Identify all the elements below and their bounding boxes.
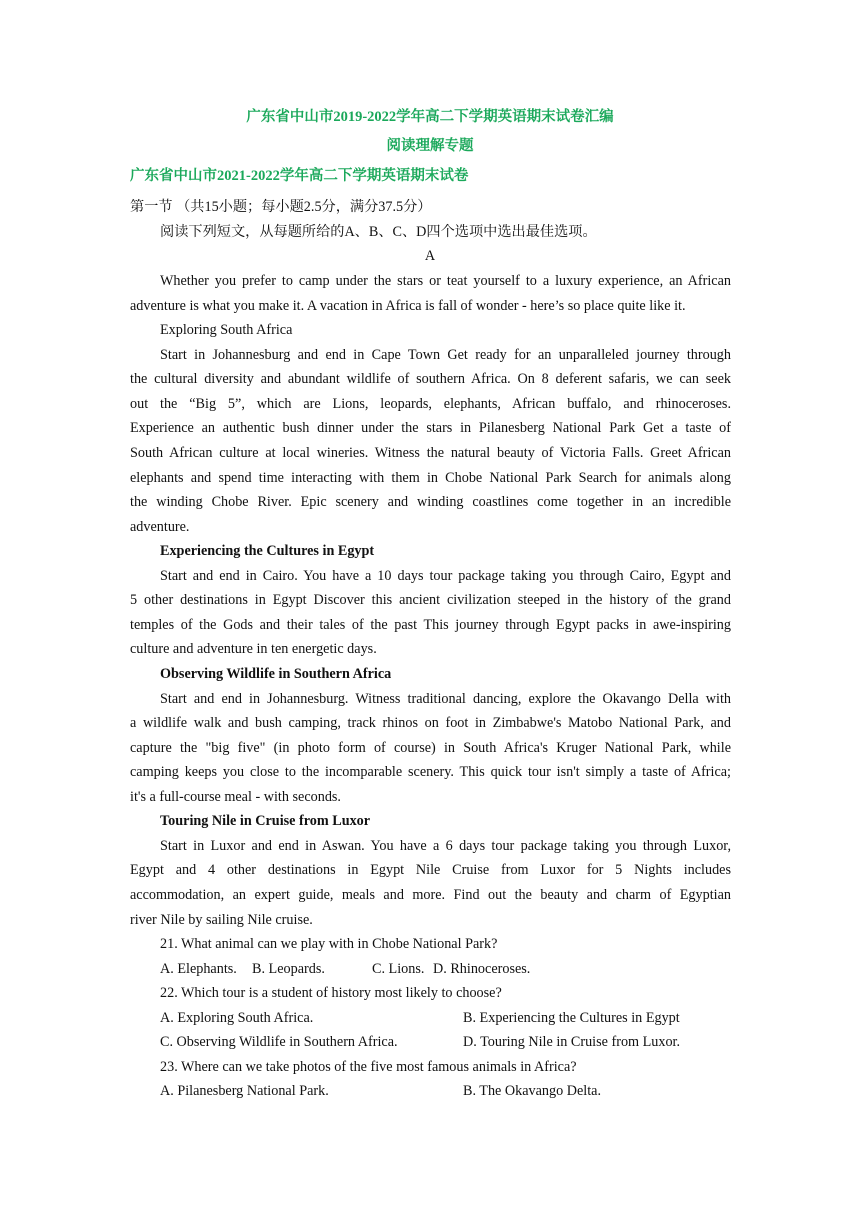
question-option: A. Exploring South Africa. xyxy=(160,1010,314,1026)
passage-line: elephants and spend time interacting with them in Chobe National Park Search for animals along xyxy=(130,470,731,486)
question-option: D. Rhinoceroses. xyxy=(433,961,531,977)
passage-line: adventure is what you make it. A vacation in Africa is fall of wonder - here’s so place quite like it. xyxy=(130,298,686,314)
question-option: B. Leopards. xyxy=(252,961,325,977)
question-stem: 23. Where can we take photos of the five most famous animals in Africa? xyxy=(160,1059,577,1075)
question-option: C. Lions. xyxy=(372,961,425,977)
compilation-title: 广东省中山市2019-2022学年高二下学期英语期末试卷汇编 xyxy=(246,109,614,125)
passage-line: Start and end in Johannesburg. Witness traditional dancing, explore the Okavango Della with xyxy=(160,691,731,707)
question-stem: 22. Which tour is a student of history most likely to choose? xyxy=(160,985,502,1001)
passage-line: capture the "big five" (in photo form of course) in South Africa's Kruger National Park, while xyxy=(130,740,731,756)
instruction: 阅读下列短文，从每题所给的A、B、C、D四个选项中选出最佳选项。 xyxy=(160,224,597,240)
section-title: Experiencing the Cultures in Egypt xyxy=(160,543,375,559)
section-title: Exploring South Africa xyxy=(160,322,293,338)
question-option: A. Elephants. xyxy=(160,961,237,977)
passage-line: the cultural diversity and abundant wildlife of southern Africa. On 8 deferent safaris, we can seek xyxy=(130,371,731,387)
passage-line: Start in Luxor and end in Aswan. You have a 6 days tour package taking you through Luxor, xyxy=(160,838,731,854)
passage-line: 5 other destinations in Egypt Discover this ancient civilization steeped in the history of the grand xyxy=(130,592,731,608)
passage-line: it's a full-course meal - with seconds. xyxy=(130,789,341,805)
topic-subtitle: 阅读理解专题 xyxy=(386,138,474,154)
passage-line: Experience an authentic bush dinner under the stars in Pilanesberg National Park Get a taste of xyxy=(130,420,731,436)
question-option: A. Pilanesberg National Park. xyxy=(160,1083,329,1099)
question-option: B. Experiencing the Cultures in Egypt xyxy=(463,1010,680,1026)
passage-line: Start in Johannesburg and end in Cape Town Get ready for an unparalleled journey through xyxy=(160,347,731,363)
passage-line: adventure. xyxy=(130,519,190,535)
passage-line: the winding Chobe River. Epic scenery and winding coastlines come together in an incredible xyxy=(130,494,731,510)
passage-line: Start and end in Cairo. You have a 10 days tour package taking you through Cairo, Egypt and xyxy=(160,568,731,584)
passage-line: Whether you prefer to camp under the stars or teat yourself to a luxury experience, an African xyxy=(160,273,731,289)
question-option: C. Observing Wildlife in Southern Africa. xyxy=(160,1034,398,1050)
passage-line: out the “Big 5”, which are Lions, leopards, elephants, African buffalo, and rhinoceroses. xyxy=(130,396,731,412)
passage-line: temples of the Gods and their tales of the past This journey through Egypt packs in awe-inspiring xyxy=(130,617,731,633)
passage-line: a wildlife walk and bush camping, track rhinos on foot in Zimbabwe's Matobo National Park, and xyxy=(130,715,731,731)
section-title: Touring Nile in Cruise from Luxor xyxy=(160,813,371,829)
passage-line: river Nile by sailing Nile cruise. xyxy=(130,912,313,928)
passage-line: South African culture at local wineries. Witness the natural beauty of Victoria Falls. Greet African xyxy=(130,445,731,461)
question-option: D. Touring Nile in Cruise from Luxor. xyxy=(463,1034,681,1050)
passage-line: culture and adventure in ten energetic days. xyxy=(130,641,377,657)
question-option: B. The Okavango Delta. xyxy=(463,1083,602,1099)
passage-line: Egypt and 4 other destinations in Egypt Nile Cruise from Luxor for 5 Nights includes xyxy=(130,862,731,878)
question-stem: 21. What animal can we play with in Chobe National Park? xyxy=(160,936,498,952)
passage-line: accommodation, an expert guide, meals and more. Find out the beauty and charm of Egyptian xyxy=(130,887,731,903)
section-heading: 第一节 （共15小题；每小题2.5分，满分37.5分） xyxy=(130,199,432,215)
passage-label: A xyxy=(424,248,436,264)
exam-title: 广东省中山市2021-2022学年高二下学期英语期末试卷 xyxy=(130,168,469,184)
section-title: Observing Wildlife in Southern Africa xyxy=(160,666,392,682)
passage-line: camping keeps you close to the incomparable scenery. This quick tour isn't simply a taste of Africa; xyxy=(130,764,731,780)
